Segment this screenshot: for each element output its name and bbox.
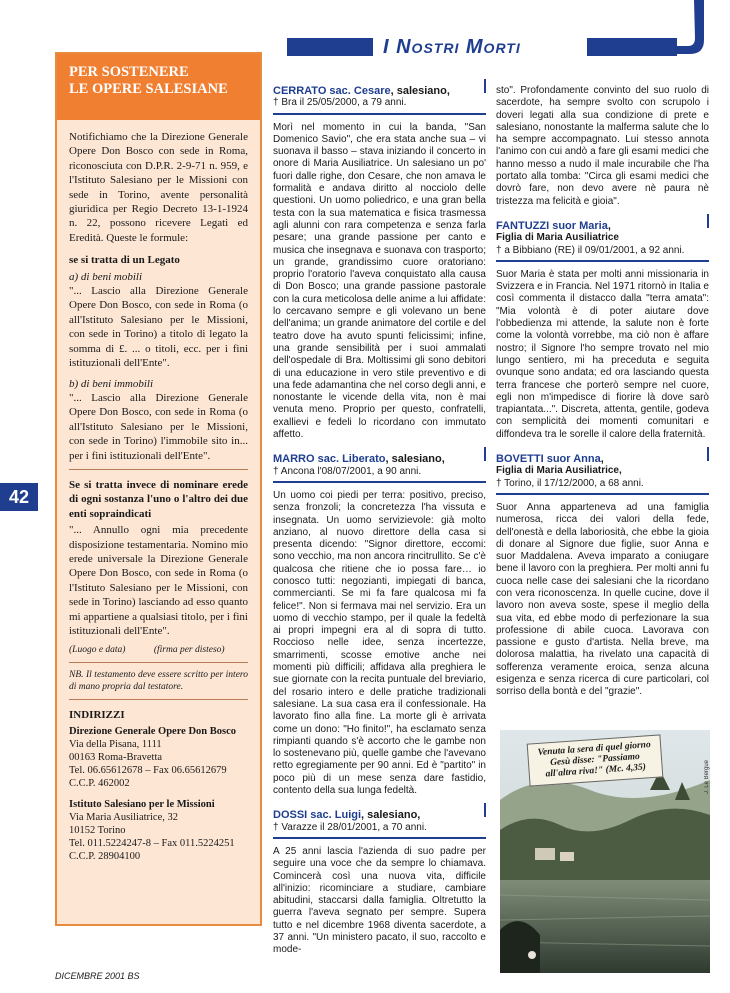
entry-body: Suor Anna apparteneva ad una famiglia numerosa, ricca dei valori della fede, dell'onestà e della laboriosità, che ebbe la gioia di donare al Signore due figlie, suor Anna e suor Maddalena. Aveva imparato a coniugare bene il lavoro con la preghiera. Per molti anni fu cuoca nelle case dei salesiani che la ricordano con vera riconoscenza. In quelle cucine, dove il lavoro non aveva soste, spese il meglio della sua vita, ed ebbe modo di perfezionare la sua professione di abile cuoca. Lavorava con passione e gusto d'artista. Nella breve, ma dolorosa malattia, ha rivelato una capacità di sofferenza veramente eroica, senza alcuna esigenza e senza ricerca di cure particolari, col sorriso della bontà e del "grazie". [496,501,709,698]
entry-name: DOSSI sac. Luigi [273,809,362,822]
divider [69,662,248,663]
address-2-line: Tel. 011.5224247-8 – Fax 011.5224251 [69,837,235,849]
entry-date: † Varazze il 28/01/2001, a 70 anni. [273,821,427,833]
entry-header [273,453,486,483]
entry-name: CERRATO sac. Cesare [273,85,391,97]
legato-heading: se si tratta di un Legato [69,254,180,267]
header-bar-right [587,38,677,56]
address-block-1 [69,725,248,790]
entry-congregation: Figlia di Maria Ausiliatrice [496,232,619,244]
divider [69,699,248,700]
entry-header [273,809,486,839]
beni-mobili-label: a) di beni mobili [69,270,143,283]
entry-role: , [600,453,604,466]
entry-name: MARRO sac. Liberato [273,453,386,466]
obituary-entry [496,220,709,441]
address-2-line: 10152 Torino [69,824,126,836]
address-1-line: Tel. 06.65612678 – Fax 06.65612679 [69,764,227,776]
address-2-line: Via Maria Ausiliatrice, 32 [69,811,179,823]
entry-role: , [607,219,611,232]
place-date: (Luogo e data) [69,645,126,656]
entry-header [496,453,709,495]
erede-text: "... Annullo ogni mia precedente disposizione testamentaria. Nomino mio erede universale la Direzione Generale Opere Don Bosco, con sede in Roma (o l'Istituto Salesiano per le Missioni, con sede in Torino) lasciando ad esso quanto mi appartiene a qualsiasi titolo, per i fini istituzionali dell'Ente". [69,524,248,637]
divider [69,469,248,470]
address-block-2 [69,798,248,863]
address-1-line: C.C.P. 462002 [69,777,130,789]
sidebar-title-line2: LE OPERE SALESIANE [69,81,228,97]
entry-body-continued: sto". Profondamente convinto del suo ruolo di sacerdote, ha sempre svolto con scrupolo i doveri legati alla sua condizione di prete e salesiano, nonostante la malferma salute che lo ha sempre accompagnato. Lui stesso annota l'animo con cui andò a fare gli esami medici che hanno messo a nudo il male incurabile che l'ha portato alla tomba: "Circa gli esami medici che dovrò fare, non devo avere nè paura nè tristezza ma felicità e gioia". [496,85,709,207]
address-1-line: 00163 Roma-Bravetta [69,751,163,763]
obituary-entry [273,85,486,441]
entry-name: FANTUZZI suor Maria [496,219,608,232]
entry-role: , salesiano, [361,809,421,822]
obituary-entry [273,453,486,797]
address-1-line: Via della Pisana, 1111 [69,738,162,750]
erede-heading: Se si tratta invece di nominare erede di ogni sostanza l'uno o l'altro dei due enti sopraindicati [69,478,248,520]
beni-immobili-text: "... Lascio alla Direzione Generale Opere Don Bosco, con sede in Roma (o all'Istituto Salesiano per le Missioni, con sede in Torino) l'immobile sito in... per i fini istituzionali dell'Ente". [69,391,248,462]
address-2-line: C.C.P. 28904100 [69,850,141,862]
beni-immobili-label: b) di beni immobili [69,377,154,390]
beni-mobili-text: "... Lascio alla Direzione Generale Opere Don Bosco, con sede in Roma (o all'Istituto Salesiano per le Missioni, con sede in Torino) a titolo di legato la somma di £. ... o titoli, ecc. per i fini istituzionali dell'Ente". [69,285,248,370]
sidebar-box [55,52,262,926]
address-2-name: Istituto Salesiano per le Missioni [69,798,215,810]
signature-note: (firma per disteso) [153,645,225,656]
entry-role: , salesiano, [385,453,445,466]
header-bar-left [287,38,373,56]
entry-name: BOVETTI suor Anna [496,453,601,466]
address-1-name: Direzione Generale Opere Don Bosco [69,725,236,737]
entry-body: Suor Maria è stata per molti anni missionaria in Svizzera e in Francia. Nel 1971 ritornò in Italia e così commenta il distacco dalla "terra amata": "Mia volontà è di poter aiutare dove l'obbedienza mi attende, la salute non è forte come la volontà vorrebbe, ma ciò non è affare nostro; il Signore l'ho sempre trovato nel mio lungo sentiero, mi ha preceduta e seguita ovunque sono andata; ed ora lasciando questa terra francese che porterò sempre nel cuore, egli non m'impedisce di fiorire là dove sarò trapiantata...". Discreta, attenta, gentile, godeva con semplicità dei momenti comunitari e diffondeva tra le sorelle il calore della fraternità. [496,268,709,440]
sidebar-title-line1: PER SOSTENERE [69,64,189,80]
column-right [496,85,709,699]
sidebar-intro: Notifichiamo che la Direzione Generale Opere Don Bosco con sede in Roma, riconosciuta con D.P.R. 2-9-71 n. 959, e l'Istituto Salesiano per le Missioni con sede in Torino, avente personalità giuridica per Regio Decreto 13-1-1924 n. 22, possono ricevere Legati ed Eredità. Queste le formule: [69,131,248,244]
section-title: I Nostri Morti [383,36,521,58]
entry-date: † a Bibbiano (RE) il 09/01/2001, a 92 anni. [496,244,685,256]
footer-issue: DICEMBRE 2001 BS [55,971,140,981]
obituary-entry [273,809,486,956]
entry-body: A 25 anni lascia l'azienda di suo padre per seguire una voce che da sempre lo chiamava. Comincerà così una nuova vita, difficile all'inizio: ricominciare a studiare, cambiare abitudini, staccarsi dalla famiglia. Oltretutto la guerra l'aveva segnato per sempre. Supera tutto e nel dicembre 1968 diventa sacerdote, a 37 anni. "Un ministero pacato, il suo, raccolto e mode- [273,845,486,956]
header-hook-icon [672,0,712,58]
addresses-heading: INDIRIZZI [69,709,125,722]
entry-header [273,85,486,115]
entry-date: † Bra il 25/05/2000, a 79 anni. [273,97,407,109]
section-header [287,36,677,60]
entry-date: † Torino, il 17/12/2000, a 68 anni. [496,477,644,489]
entry-congregation: Figlia di Maria Ausiliatrice, [496,465,622,477]
page-number: 42 [0,483,38,511]
entry-body: Un uomo coi piedi per terra: positivo, preciso, senza fronzoli; la concretezza l'ha vissuta e insegnata. Un uomo servizievole: già molto anziano, al nuovo direttore della casa si presenta dicendo: "Signor direttore, eccomi: sono vecchio, ma non ancora rincitrullito. Se c'è qualcosa che ritiene che io possa fare… io conosco tutti: negozianti, impiegati di banca, commercianti. Se mi fa fare qualcosa mi fa felice!". Non si fermava mai nel servizio. Era un uomo di vecchio stampo, per il quale la fedeltà ai propri impegni era al di sopra di tutto. Roccioso nelle idee, senza incertezze, smarrimenti, scosse emotive anche nei momenti più difficili; affidava alla preghiera le sue giornate con la recita puntuale del breviario, del rosario intero e delle pratiche tradizionali salesiane. La sua casa era il confessionale. Ha lavorato fino alla fine. La morte gli è arrivata come un dono: "Ho finito!", ha esclamato senza rimpianti quando s'è accorto che le gambe non lo sostenevano più, quelle gambe che l'avevano retto egregiamente per 90 anni. Ed è "partito" in poco più di un mese senza dare fastidio, contento della sua lunga fedeltà. [273,489,486,797]
photo-credit: J. Le Bergue [704,760,710,795]
entry-header [496,220,709,262]
photo-caption: Venuta la sera di quel giorno Gesù disse: "Passiamo all'altra riva!" (Mc. 4,35) [527,734,664,786]
entry-date: † Ancona l'08/07/2001, a 90 anni. [273,465,422,477]
entry-role: , salesiano, [390,85,450,97]
column-middle [273,85,486,957]
obituary-entry [496,453,709,699]
entry-body: Morì nel momento in cui la banda, "San Domenico Savio", che era stata anche sua – vi suonava il basso – stava iniziando il concerto in onore di Maria Ausiliatrice. Un salesiano un po' fuori dalle righe, don Cesare, che non amava le formalità e andava diritto al nocciolo delle questioni. Un uomo poliedrico, e una gran bella testa con la sua matematica e fisica trasmessa agli alunni con rara competenza e senza farla pesare; una grande passione per canto e musica che insegnava e suonava con trasporto; un grande, grandissimo cuore oratoriano: proprio l'oratorio l'aveva conquistato alla causa di Don Bosco; una grande passione pastorale con la cura meticolosa delle anime a lui affidate: lo cercavano sempre e gli volevano un bene dell'anima; un grande animatore del cortile e del teatro dove ha avuto spunti felicissimi; infine, una grande sensibilità per i suoi ammalati dell'ospedale di Bra. Moltissimi gli sono debitori di una educazione in vero stile preventivo e di una fede adamantina che nel corso degli anni, e nonostante le vicende della vita, non è mai venuta meno. Proprio per questo, confratelli, exallievi e fedeli lo ricordano con immutato affetto. [273,121,486,441]
sidebar-title [57,54,260,120]
nb-note: NB. Il testamento deve essere scritto per intero di mano propria dal testatore. [69,670,248,693]
